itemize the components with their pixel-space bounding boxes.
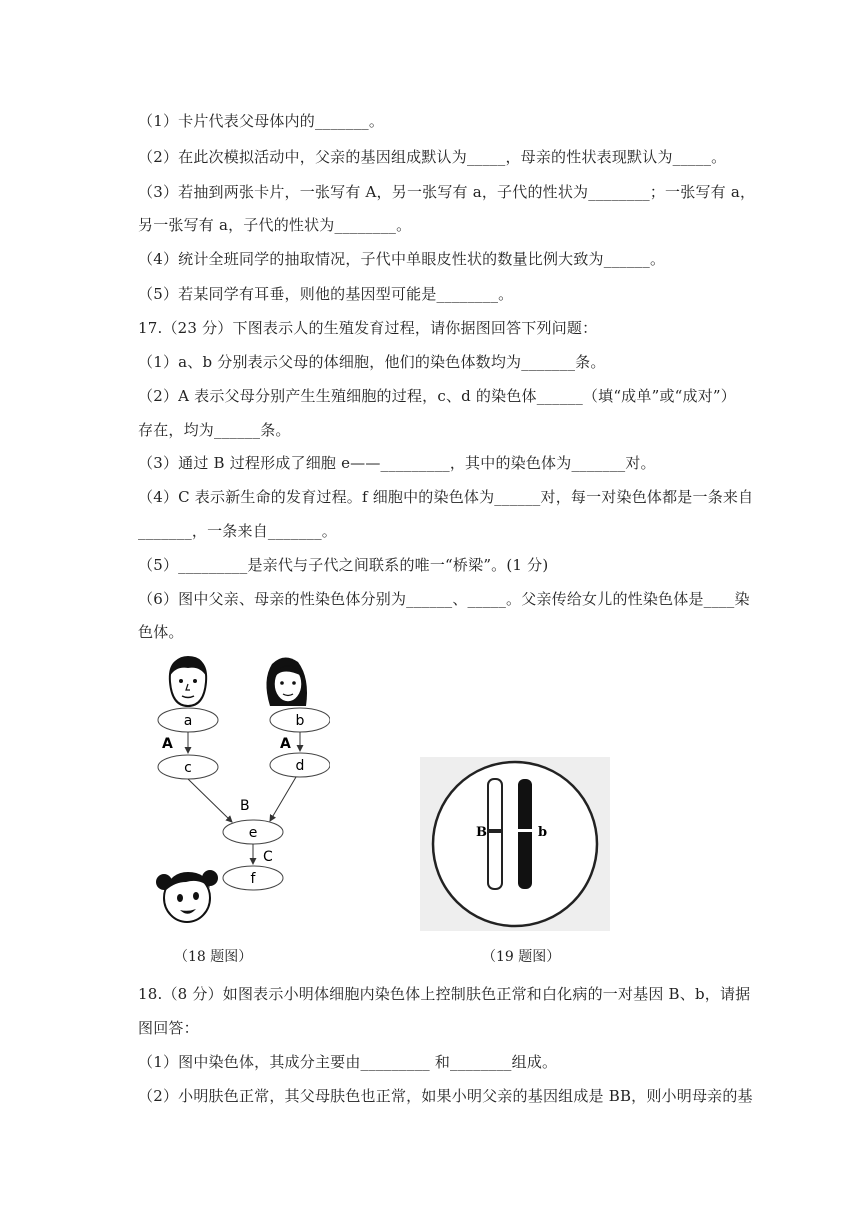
chromosome-left [488,779,502,889]
process-label-b: B [240,798,250,814]
q16-sub1: （1）卡片代表父母体内的_______。 [138,112,385,130]
q17-sub1: （1）a、b 分别表示父母的体细胞，他们的染色体数均为_______条。 [138,353,606,371]
arrow-d-e [270,777,296,821]
gene-band-left [488,829,502,833]
mother-face-icon [266,657,307,706]
gene-label-b-upper: B [476,825,487,840]
gene-label-b-lower: b [538,825,548,840]
node-f-label: f [250,871,256,887]
q18-sub2: （2）小明肤色正常，其父母肤色也正常，如果小明父亲的基因组成是 BB，则小明母亲的基 [138,1087,753,1105]
figure-19-diagram [420,757,610,931]
q16-sub2: （2）在此次模拟活动中，父亲的基因组成默认为_____，母亲的性状表现默认为_____。 [138,148,727,166]
q16-sub4: （4）统计全班同学的抽取情况，子代中单眼皮性状的数量比例大致为______。 [138,250,666,268]
figure-18-caption: （18 题图） [174,949,253,965]
q17-sub3: （3）通过 B 过程形成了细胞 e——_________，其中的染色体为_______对。 [138,454,656,472]
arrow-c-e [188,779,232,822]
node-d-label: d [295,758,305,774]
figure-18-diagram [130,650,330,930]
gene-band-right [518,829,532,832]
q18-sub1: （1）图中染色体，其成分主要由_________ 和________组成。 [138,1053,558,1071]
q17-stem: 17.（23 分）下图表示人的生殖发育过程，请你据图回答下列问题： [138,319,598,337]
daughter-face-icon [156,870,218,922]
chromosome-right [518,779,532,889]
q18-stem-line1: 18.（8 分）如图表示小明体细胞内染色体上控制肤色正常和白化病的一对基因 B、b，请据 [138,985,751,1003]
q16-sub5: （5）若某同学有耳垂，则他的基因型可能是________。 [138,285,514,303]
process-label-a-right: A [280,736,291,752]
q16-sub3-line2: 另一张写有 a，子代的性状为________。 [138,216,412,234]
process-label-a-left: A [162,736,173,752]
q17-sub4-line1: （4）C 表示新生命的发育过程。f 细胞中的染色体为______对，每一对染色体都是一条来自 [138,488,754,506]
q17-sub2-line2: 存在，均为______条。 [138,421,291,439]
figure-19-caption: （19 题图） [482,949,561,965]
father-face-icon [170,656,206,706]
q17-sub4-line2: _______，一条来自_______。 [138,522,338,540]
node-c-label: c [184,760,192,776]
q16-sub3-line1: （3）若抽到两张卡片，一张写有 A，另一张写有 a，子代的性状为________；一张写有 a， [138,183,756,201]
q17-sub5: （5）_________是亲代与子代之间联系的唯一“桥梁”。(1 分) [138,556,549,574]
q17-sub2-line1: （2）A 表示父母分别产生生殖细胞的过程，c、d 的染色体______（填“成单”或“成对”） [138,387,736,405]
q17-sub6-line2: 色体。 [138,623,184,641]
node-b-label: b [295,713,305,729]
node-e-label: e [248,825,258,841]
q17-sub6-line1: （6）图中父亲、母亲的性染色体分别为______、_____。父亲传给女儿的性染色体是____染 [138,590,750,608]
cell-outline [433,762,597,926]
q18-stem-line2: 图回答： [138,1019,199,1037]
node-a-label: a [183,713,193,729]
process-label-c: C [263,849,273,865]
